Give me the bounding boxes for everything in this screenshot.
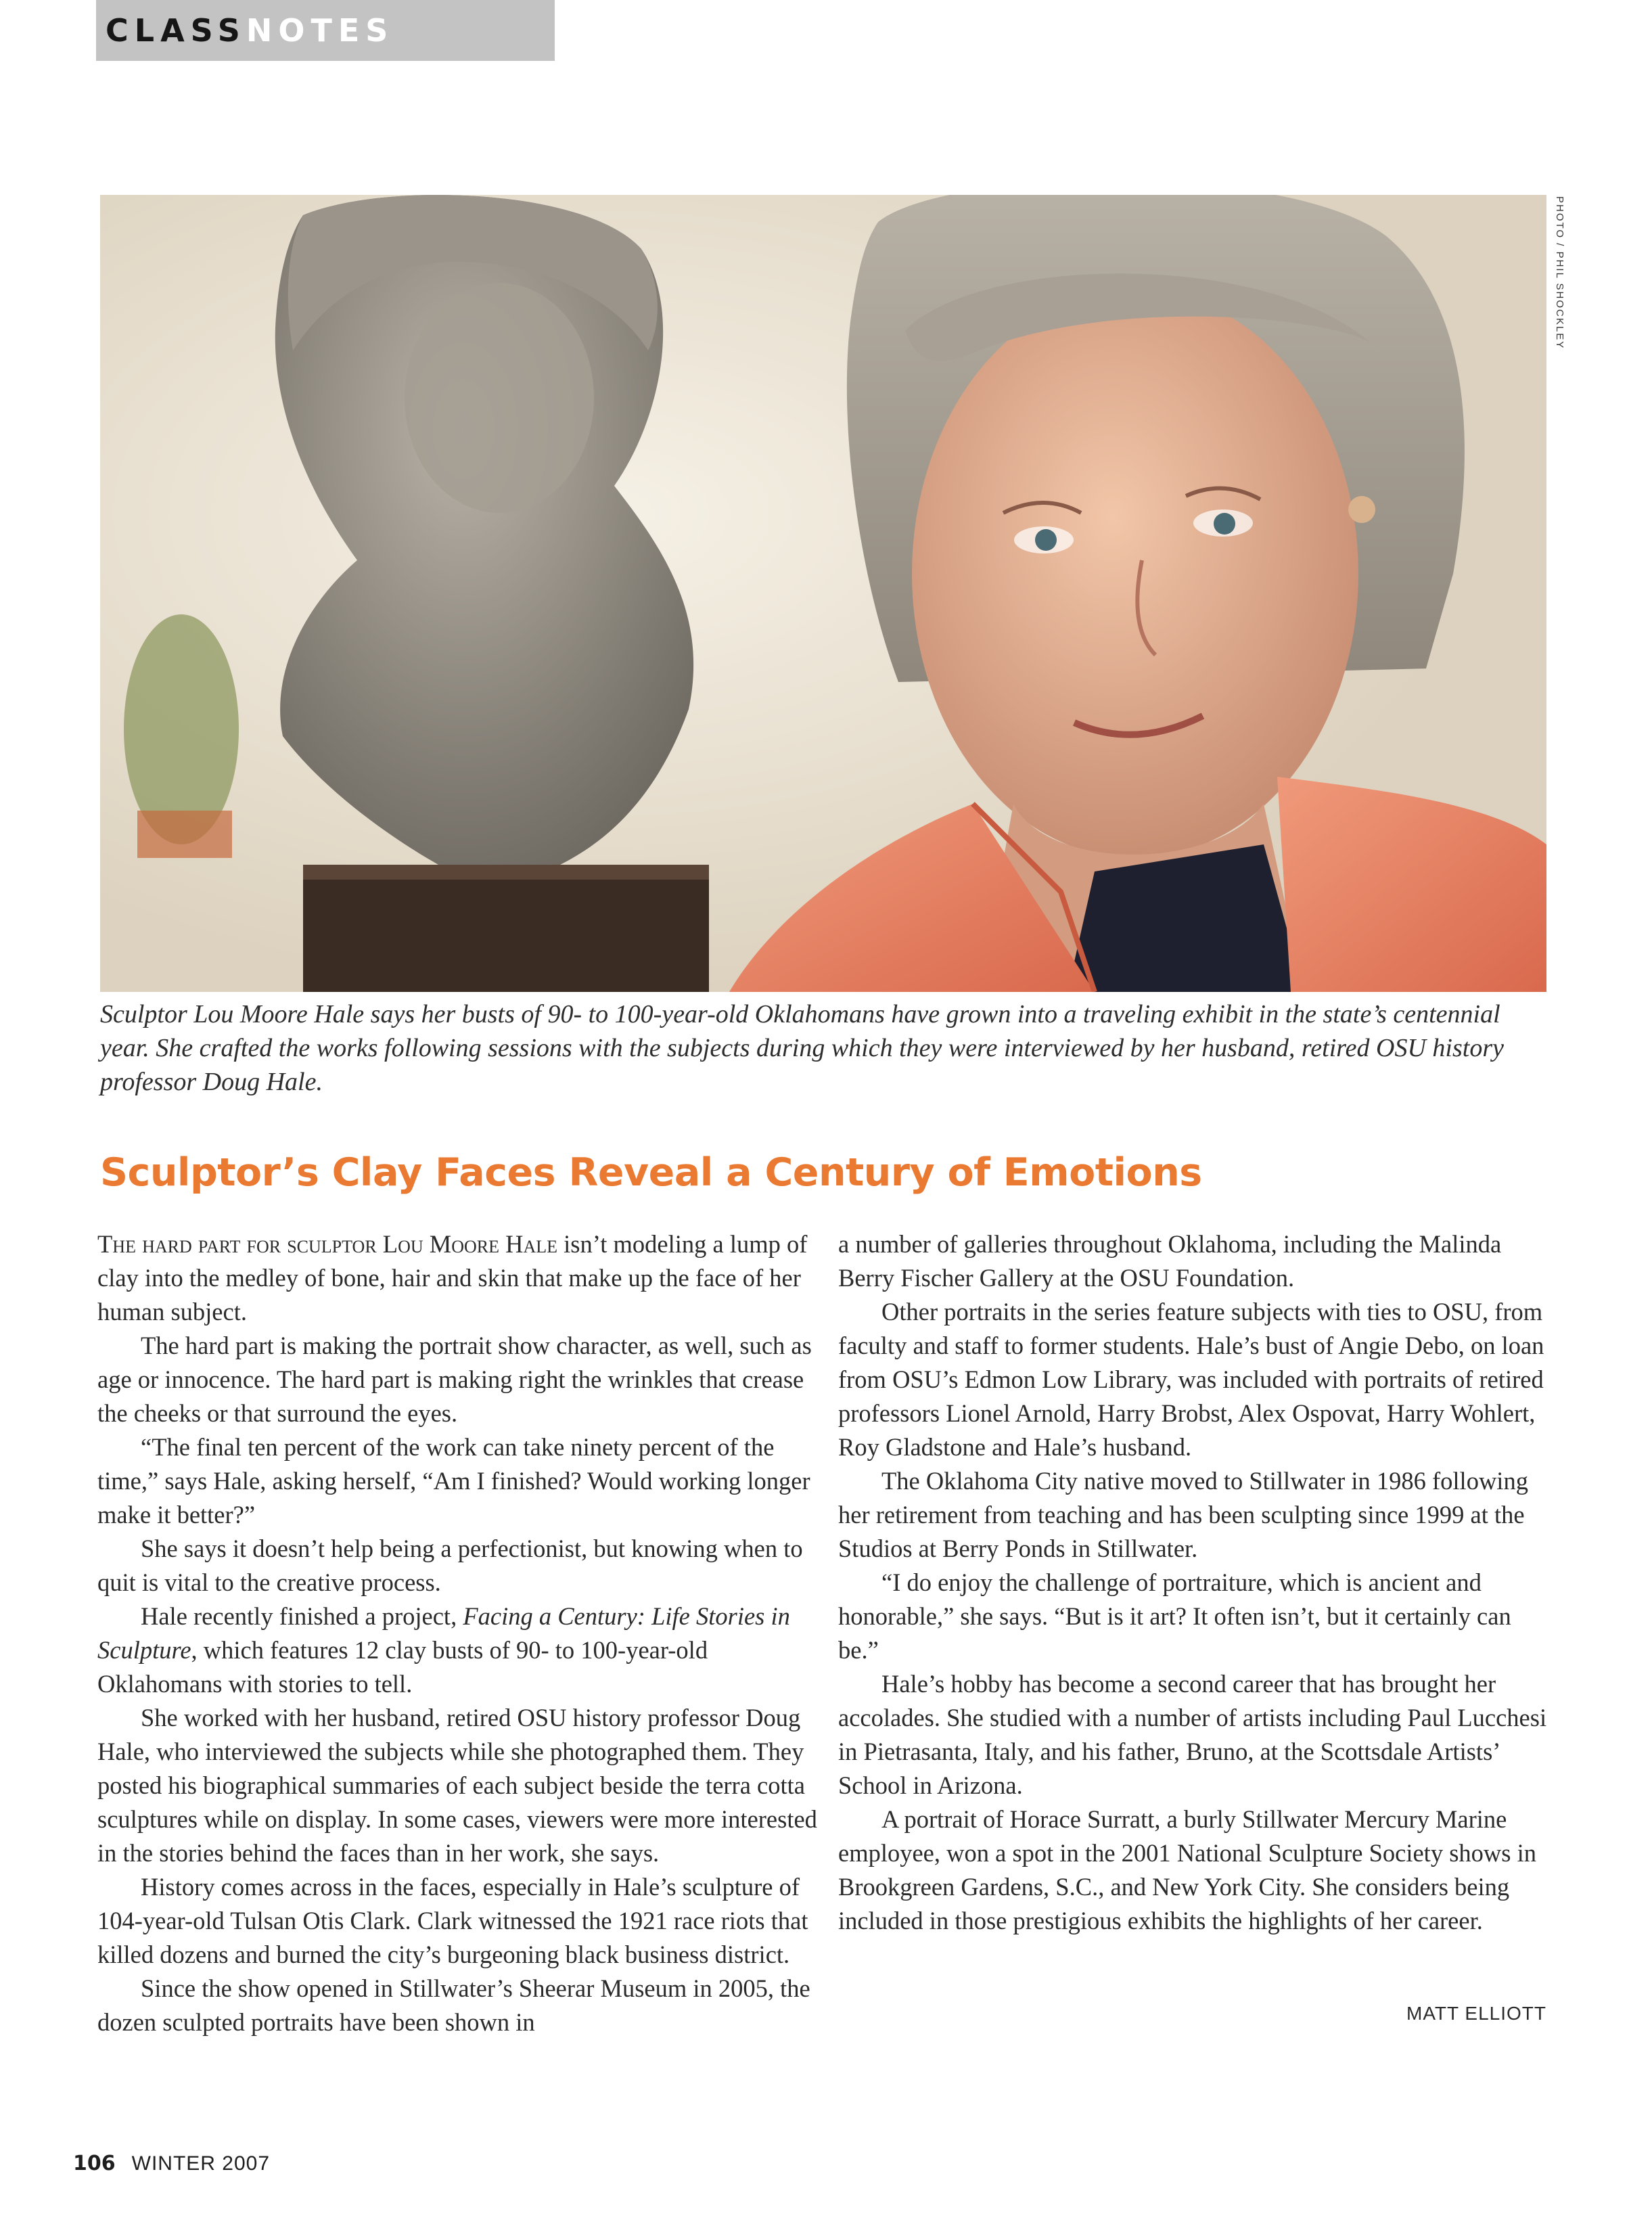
paragraph: She worked with her husband, retired OSU history professor Doug Hale, who interviewed the subjects while she photographed them. They posted his biographical summaries of each subject beside the terra cotta sculptures while on display. In some cases, viewers were more interested in the stories behind the faces than in her work, she says. — [97, 1704, 817, 1867]
page-number: 106 — [73, 2152, 116, 2175]
paragraph: History comes across in the faces, especially in Hale’s sculpture of 104-year-old Tulsan Otis Clark. Clark witnessed the 1921 race riots that killed dozens and burned the city’s burgeoning black business district. — [97, 1873, 808, 1968]
photo-caption: Sculptor Lou Moore Hale says her busts of 90- to 100-year-old Oklahomans have grown into a traveling exhibit in the state’s centennial year. She crafted the works following sessions with the subjects during which they were interviewed by her husband, retired OSU history professor Doug Hale. — [100, 1000, 1504, 1096]
paragraph: The Oklahoma City native moved to Stillwater in 1986 following her retirement from teaching and has been sculpting since 1999 at the Studios at Berry Ponds in Stillwater. — [838, 1467, 1528, 1562]
feature-photo — [100, 195, 1546, 992]
paragraph: Since the show opened in Stillwater’s Sheerar Museum in 2005, the dozen sculpted portraits have been shown in — [97, 1974, 810, 2036]
paragraph: “I do enjoy the challenge of portraiture, which is ancient and honorable,” she says. “But is it art? It often isn’t, but it certainly can be.” — [838, 1568, 1511, 1664]
author-byline: MATT ELLIOTT — [1406, 2003, 1546, 2024]
paragraph: Other portraits in the series feature subjects with ties to OSU, from faculty and staff to former students. Hale’s bust of Angie Debo, on loan from OSU’s Edmon Low Library, was included with portraits of retired professors Lionel Arnold, Harry Brobst, Alex Ospovat, Harry Wohlert, Roy Gladstone and Hale’s husband. — [838, 1298, 1544, 1461]
article-column-left — [97, 1227, 817, 2039]
paragraph: Hale’s hobby has become a second career that has brought her accolades. She studied with a number of artists including Paul Lucchesi in Pietrasanta, Italy, and his father, Bruno, at the Scottsdale Artists’ School in Arizona. — [838, 1670, 1547, 1799]
photo-sculptor-with-bust-icon — [100, 195, 1546, 992]
paragraph-project — [97, 1600, 817, 1701]
article-column-right — [838, 1227, 1555, 1938]
paragraph: a number of galleries throughout Oklahoma, including the Malinda Berry Fischer Gallery at the OSU Foundation. — [838, 1230, 1502, 1292]
project-title: Facing a Century: Life Stories in Sculpture — [97, 1602, 790, 1664]
section-label-notes: NOTES — [246, 12, 394, 49]
paragraph: A portrait of Horace Surratt, a burly Stillwater Mercury Marine employee, won a spot in the 2001 National Sculpture Society shows in Brookgreen Gardens, S.C., and New York City. She considers being included in those prestigious exhibits the highlights of her career. — [838, 1805, 1536, 1934]
photo-credit: PHOTO / PHIL SHOCKLEY — [1554, 196, 1565, 350]
lead-smallcaps: The hard part for sculptor Lou Moore Hale — [97, 1230, 558, 1258]
issue-label: WINTER 2007 — [131, 2152, 271, 2175]
paragraph-text: Hale recently finished a project, — [141, 1602, 463, 1630]
paragraph: She says it doesn’t help being a perfectionist, but knowing when to quit is vital to the creative process. — [97, 1535, 803, 1596]
paragraph: “The final ten percent of the work can take ninety percent of the time,” says Hale, asking herself, “Am I finished? Would working longer make it better?” — [97, 1433, 810, 1528]
section-label — [96, 0, 555, 61]
paragraph: The hard part is making the portrait show character, as well, such as age or innocence. The hard part is making right the wrinkles that crease the cheeks or that surround the eyes. — [97, 1332, 812, 1427]
page-footer — [73, 2152, 270, 2175]
article-headline: Sculptor’s Clay Faces Reveal a Century of Emotions — [100, 1150, 1202, 1195]
lead-rest: isn’t modeling a lump of clay into the medley of bone, hair and skin that make up the face of her human subject. — [97, 1230, 808, 1326]
section-label-class: CLASS — [106, 12, 246, 49]
paragraph-text: , which features 12 clay busts of 90- to 100-year-old Oklahomans with stories to tell. — [97, 1636, 708, 1698]
lead-paragraph — [97, 1227, 817, 1329]
